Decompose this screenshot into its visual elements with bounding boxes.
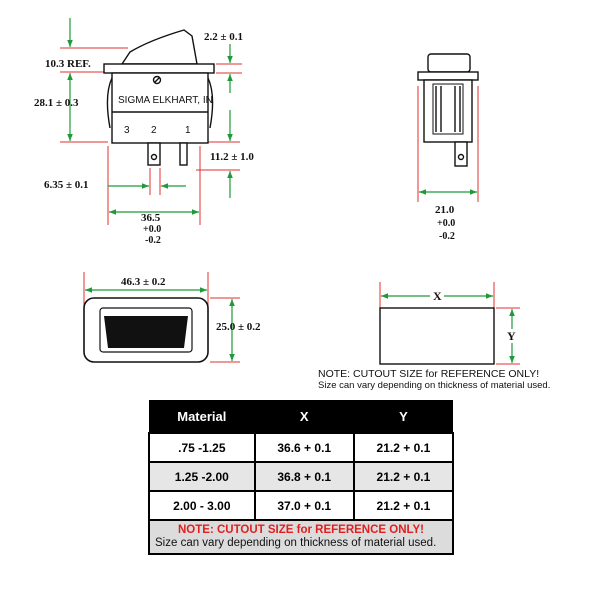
table-row <box>149 491 453 520</box>
front-view <box>84 272 261 362</box>
terminal-label-1: 1 <box>185 125 191 136</box>
cutout-note-line1: NOTE: CUTOUT SIZE for REFERENCE ONLY! <box>318 368 540 380</box>
dim-terminal-pitch: 6.35 ± 0.1 <box>44 179 89 191</box>
table-row <box>149 433 453 462</box>
dim-end-tol-minus: -0.2 <box>439 231 455 242</box>
dim-height-total: 28.1 ± 0.3 <box>34 97 79 109</box>
cutout-note <box>318 369 568 391</box>
dim-body-width-tol-minus: -0.2 <box>145 235 161 246</box>
dim-front-height: 25.0 ± 0.2 <box>216 321 261 333</box>
cutout-size-table <box>148 400 454 555</box>
header-y: Y <box>354 400 453 433</box>
dim-rocker-height: 10.3 REF. <box>45 58 91 70</box>
cell-material: 1.25 -2.00 <box>149 462 255 491</box>
terminal-label-2: 2 <box>151 125 157 136</box>
dim-end-tol-plus: +0.0 <box>437 218 456 229</box>
cell-material: .75 -1.25 <box>149 433 255 462</box>
cell-y: 21.2 + 0.1 <box>354 433 453 462</box>
cell-x: 36.6 + 0.1 <box>255 433 354 462</box>
dim-body-width-tol-plus: +0.0 <box>143 224 162 235</box>
dim-bezel-thickness: 2.2 ± 0.1 <box>204 31 244 43</box>
cutout-rectangle <box>380 308 494 364</box>
table-note <box>149 520 453 554</box>
dim-body-width: 36.5 <box>141 212 161 224</box>
side-view <box>34 18 254 246</box>
dim-front-width: 46.3 ± 0.2 <box>121 276 166 288</box>
cutout-y-label: Y <box>507 329 516 343</box>
cutout-note-line2: Size can vary depending on thickness of material used. <box>318 380 551 391</box>
cell-x: 36.8 + 0.1 <box>255 462 354 491</box>
end-view <box>418 54 478 242</box>
front-view-rocker <box>104 316 188 348</box>
cell-y: 21.2 + 0.1 <box>354 462 453 491</box>
end-view-switch-body <box>418 54 478 166</box>
table-row <box>149 462 453 491</box>
table-note-black: Size can vary depending on thickness of material used. <box>155 537 437 549</box>
header-material: Material <box>149 400 255 433</box>
side-view-marking: SIGMA ELKHART, IN <box>118 95 213 106</box>
terminal-label-3: 3 <box>124 125 130 136</box>
dim-terminal-length: 11.2 ± 1.0 <box>210 151 254 163</box>
dim-end-body-width: 21.0 <box>435 204 455 216</box>
table-note-red: NOTE: CUTOUT SIZE for REFERENCE ONLY! <box>178 524 424 536</box>
cell-material: 2.00 - 3.00 <box>149 491 255 520</box>
cutout-view <box>380 282 520 364</box>
cell-x: 37.0 + 0.1 <box>255 491 354 520</box>
table-header-row <box>149 400 453 433</box>
header-x: X <box>255 400 354 433</box>
table-note-row <box>149 520 453 554</box>
cell-y: 21.2 + 0.1 <box>354 491 453 520</box>
cutout-x-label: X <box>433 289 442 303</box>
